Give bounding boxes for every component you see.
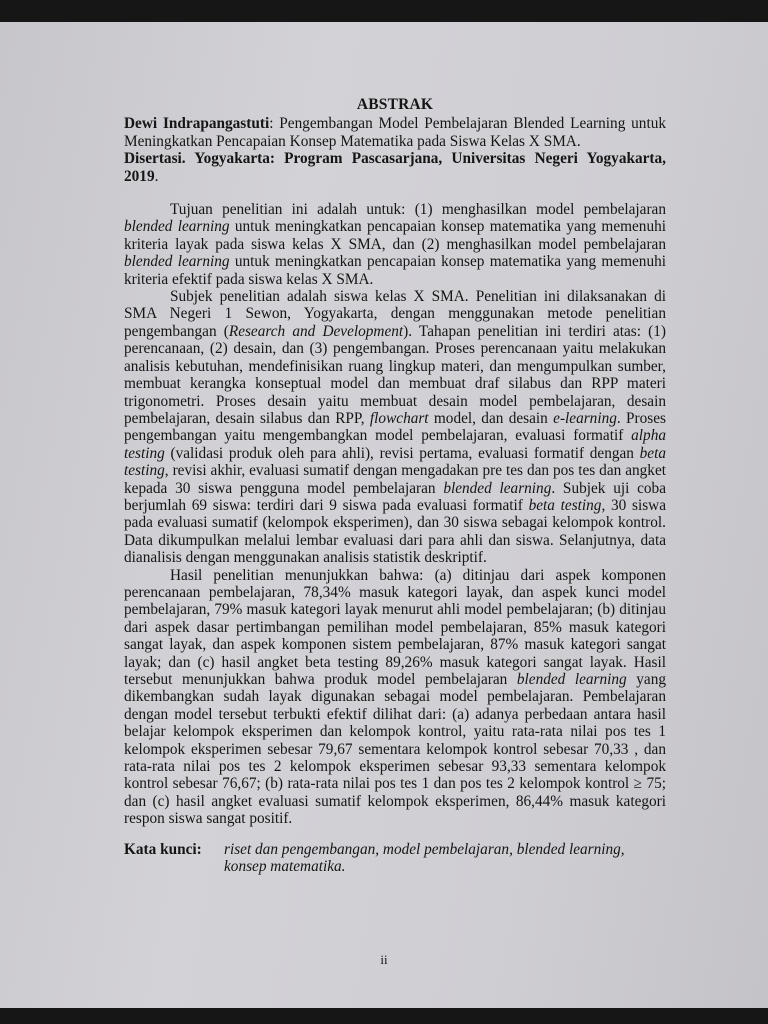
document-page bbox=[0, 22, 768, 1008]
paragraph-results: Hasil penelitian menunjukkan bahwa: (a) ditinjau dari aspek komponen perencanaan pembelajaran, 78,34% masuk kategori layak, dan aspek kunci model pembelajaran, 79% masuk kategori layak menurut ahli model pembelajaran; (b) ditinjau dari aspek dasar pertimbangan pemilihan model pembelajaran, 85% masuk kategori sangat layak, dan aspek komponen sistem pembelajaran, 87% masuk kategori sangat layak; dan (c) hasil angket beta testing 89,26% masuk kategori sangat layak. Hasil tersebut menunjukkan bahwa produk model pembelajaran blended learning yang dikembangkan sudah layak digunakan sebagai model pembelajaran. Pembelajaran dengan model tersebut terbukti efektif dilihat dari: (a) adanya perbedaan antara hasil belajar kelompok eksperimen dan kelompok kontrol, yaitu rata-rata nilai pos tes 1 kelompok eksperimen sebesar 79,67 sementara kelompok kontrol sebesar 70,33 , dan rata-rata nilai pos tes 2 kelompok eksperimen sebesar 93,33 sementara kelompok kontrol sebesar 76,67; (b) rata-rata nilai pos tes 1 dan pos tes 2 kelompok kontrol ≥ 75; dan (c) hasil angket evaluasi sumatif kelompok eksperimen, 86,44% masuk kategori respon siswa sangat positif. bbox=[124, 566, 666, 828]
background-edge-bottom bbox=[0, 1008, 768, 1024]
paragraph-objectives: Tujuan penelitian ini adalah untuk: (1) menghasilkan model pembelajaran blended learning untuk meningkatkan pencapaian konsep matematika yang memenuhi kriteria layak pada siswa kelas X SMA, dan (2) menghasilkan model pembelajaran blended learning untuk meningkatkan pencapaian konsep matematika yang memenuhi kriteria efektif pada siswa kelas X SMA. bbox=[124, 201, 666, 288]
author-name: Dewi Indrapangastuti bbox=[124, 115, 270, 133]
keywords bbox=[124, 841, 666, 876]
page-number: ii bbox=[380, 952, 388, 967]
background-edge-top bbox=[0, 0, 768, 22]
abstract-title: ABSTRAK bbox=[356, 96, 434, 113]
citation-bold: Disertasi. Yogyakarta: Program Pascasarjana, Universitas Negeri Yogyakarta, 2019 bbox=[124, 150, 666, 185]
author-title-line bbox=[124, 115, 666, 150]
keywords-text: riset dan pengembangan, model pembelajaran, blended learning, konsep matematika. bbox=[224, 840, 625, 876]
citation-line: Disertasi. Yogyakarta: Program Pascasarjana, Universitas Negeri Yogyakarta, 2019. bbox=[124, 150, 666, 185]
abstract-body bbox=[124, 201, 666, 828]
keywords-label: Kata kunci: bbox=[124, 840, 202, 858]
abstract-header bbox=[124, 115, 666, 185]
dissertation-title: : Pengembangan Model Pembelajaran Blended Learning untuk Meningkatkan Pencapaian Konsep Matematika pada Siswa Kelas X SMA. bbox=[124, 115, 666, 150]
abstract-content bbox=[124, 96, 666, 875]
paragraph-method: Subjek penelitian adalah siswa kelas X SMA. Penelitian ini dilaksanakan di SMA Negeri 1 Sewon, Yogyakarta, dengan menggunakan metode penelitian pengembangan (Research and Development). Tahapan penelitian ini terdiri atas: (1) perencanaan, (2) desain, dan (3) pengembangan. Proses perencanaan yaitu melakukan analisis kebutuhan, mendefinisikan ruang lingkup materi, dan mengumpulkan sumber, membuat kerangka konseptual model dan membuat draf silabus dan RPP materi trigonometri. Proses desain yaitu membuat desain model pembelajaran, desain pembelajaran, desain silabus dan RPP, flowchart model, dan desain e-learning. Proses pengembangan yaitu mengembangkan model pembelajaran, evaluasi formatif alpha testing (validasi produk oleh para ahli), revisi pertama, evaluasi formatif dengan beta testing, revisi akhir, evaluasi sumatif dengan mengadakan pre tes dan pos tes dan angket kepada 30 siswa pengguna model pembelajaran blended learning. Subjek uji coba berjumlah 69 siswa: terdiri dari 9 siswa pada evaluasi formatif beta testing, 30 siswa pada evaluasi sumatif (kelompok eksperimen), dan 30 siswa sebagai kelompok kontrol. Data dikumpulkan melalui lembar evaluasi dari para ahli dan siswa. Selanjutnya, data dianalisis dengan menggunakan analisis statistik deskriptif. bbox=[124, 288, 666, 567]
